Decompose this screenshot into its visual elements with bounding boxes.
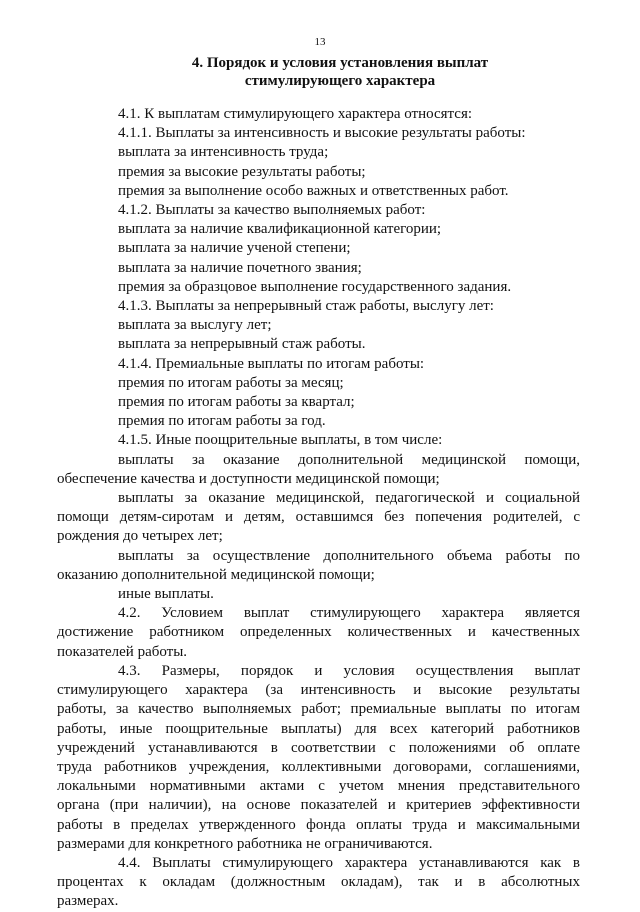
paragraph-line: работы в пределах утвержденного фонда оплаты труда и максимальными	[57, 816, 580, 833]
document-body	[57, 105, 580, 912]
paragraph-line: 4.3. Размеры, порядок и условия осуществления выплат	[118, 662, 580, 679]
paragraph-line: труда работников учреждения, коллективными договорами, соглашениями,	[57, 758, 580, 775]
paragraph: 4.1.3. Выплаты за непрерывный стаж работы, выслугу лет:	[118, 298, 494, 315]
paragraph-line: достижение работником определенных количественных и качественных	[57, 624, 580, 641]
paragraph-line: выплаты за оказание медицинской, педагогической и социальной	[118, 490, 580, 507]
paragraph: премия за выполнение особо важных и ответственных работ.	[118, 182, 509, 199]
section-title-line-2: стимулирующего характера	[244, 73, 436, 89]
paragraph-line: процентах к окладам (должностным окладам), так и в абсолютных	[57, 874, 580, 891]
paragraph: выплата за наличие ученой степени;	[118, 240, 351, 257]
section-title	[110, 54, 570, 90]
paragraph: премия по итогам работы за месяц;	[118, 374, 344, 391]
page-number: 13	[314, 36, 326, 48]
paragraph: выплата за наличие почетного звания;	[118, 259, 362, 276]
paragraph: выплата за наличие квалификационной категории;	[118, 221, 442, 238]
paragraph: премия по итогам работы за квартал;	[118, 394, 355, 411]
paragraph-line: 4.2. Условием выплат стимулирующего характера является	[118, 605, 580, 622]
paragraph-line: показателей работы.	[57, 643, 188, 660]
paragraph: выплата за выслугу лет;	[118, 317, 272, 334]
paragraph: премия за образцовое выполнение государственного задания.	[118, 278, 512, 295]
paragraph-line: помощи детям-сиротам и детям, оставшимся без попечения родителей, с	[57, 509, 580, 526]
paragraph-line: выплаты за оказание дополнительной медицинской помощи,	[118, 451, 580, 468]
section-title-line-1: 4. Порядок и условия установления выплат	[191, 55, 489, 71]
paragraph: премия по итогам работы за год.	[118, 413, 326, 430]
paragraph: иные выплаты.	[118, 586, 214, 603]
paragraph-line: выплаты за осуществление дополнительного объема работы по	[118, 547, 580, 564]
paragraph-line: обеспечение качества и доступности медицинской помощи;	[57, 470, 440, 487]
paragraph-line: работы, иные поощрительные выплаты) для всех категорий работников	[57, 720, 580, 737]
paragraph-line: работы, за качество выполняемых работ; премиальные выплаты по итогам	[57, 701, 580, 718]
paragraph-line: рождения до четырех лет;	[57, 528, 223, 545]
paragraph-line: размерах.	[57, 893, 119, 910]
paragraph-line: локальными нормативными актами с учетом мнения представительного	[57, 778, 580, 795]
paragraph: 4.1.2. Выплаты за качество выполняемых работ:	[118, 202, 426, 219]
paragraph-line: оказанию дополнительной медицинской помощи;	[57, 566, 375, 583]
paragraph: 4.1.1. Выплаты за интенсивность и высокие результаты работы:	[118, 125, 526, 142]
paragraph: выплата за непрерывный стаж работы.	[118, 336, 366, 353]
paragraph-line: учреждений устанавливаются в соответствии с положениями об оплате	[57, 739, 580, 756]
paragraph-line: 4.4. Выплаты стимулирующего характера устанавливаются как в	[118, 854, 580, 871]
paragraph: премия за высокие результаты работы;	[118, 163, 366, 180]
paragraph: 4.1.4. Премиальные выплаты по итогам работы:	[118, 355, 425, 372]
paragraph: 4.1. К выплатам стимулирующего характера относятся:	[118, 106, 473, 122]
paragraph-line: стимулирующего характера (за интенсивность и высокие результаты	[57, 682, 580, 699]
paragraph: выплата за интенсивность труда;	[118, 144, 329, 161]
paragraph: 4.1.5. Иные поощрительные выплаты, в том числе:	[118, 432, 443, 449]
paragraph-line: органа (при наличии), на основе показателей и критериев эффективности	[57, 797, 580, 814]
paragraph-line: размерами для конкретного работника не ограничиваются.	[57, 835, 433, 852]
